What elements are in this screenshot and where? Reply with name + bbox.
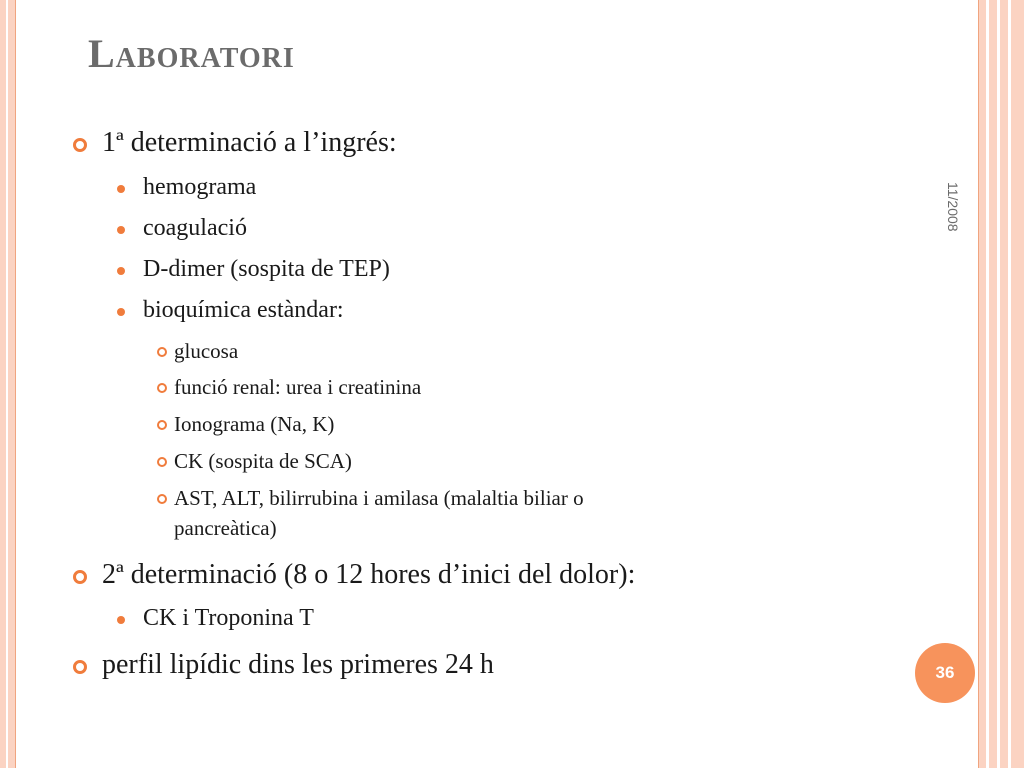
right-border-stripe [1000,0,1008,768]
dot-bullet-icon [117,185,125,193]
bullet-level3: glucosa [174,339,239,363]
dot-bullet-icon [117,226,125,234]
right-border-stripe [1011,0,1024,768]
dot-bullet-icon [117,616,125,624]
slide-date: 11/2008 [945,182,961,232]
bullet-level2: bioquímica estàndar: [143,297,344,323]
bullet-level1: perfil lipídic dins les primeres 24 h [102,649,494,680]
ring-bullet-icon [73,570,87,584]
bullet-level3-continuation: pancreàtica) [174,516,277,540]
bullet-level3: CK (sospita de SCA) [174,449,352,473]
bullet-level3: AST, ALT, bilirrubina i amilasa (malaltia biliar o [174,486,584,510]
ring-bullet-icon [157,494,167,504]
bullet-level2: CK i Troponina T [143,605,314,631]
bullet-level3: Ionograma (Na, K) [174,412,335,436]
ring-bullet-icon [157,383,167,393]
bullet-level1: 2ª determinació (8 o 12 hores d’inici del dolor): [102,559,636,590]
left-border-stripe [8,0,15,768]
bullet-level2: coagulació [143,215,247,241]
dot-bullet-icon [117,267,125,275]
right-border-stripe [989,0,997,768]
bullet-level1: 1ª determinació a l’ingrés: [102,127,397,158]
ring-bullet-icon [157,420,167,430]
ring-bullet-icon [157,457,167,467]
ring-bullet-icon [73,660,87,674]
left-border-line [15,0,16,768]
right-border-stripe [979,0,986,768]
ring-bullet-icon [73,138,87,152]
dot-bullet-icon [117,308,125,316]
bullet-level3: funció renal: urea i creatinina [174,375,422,399]
bullet-level2: D-dimer (sospita de TEP) [143,256,390,282]
bullet-level2: hemograma [143,174,257,200]
ring-bullet-icon [157,347,167,357]
page-number-badge: 36 [915,643,975,703]
slide-title: Laboratori [88,31,295,76]
